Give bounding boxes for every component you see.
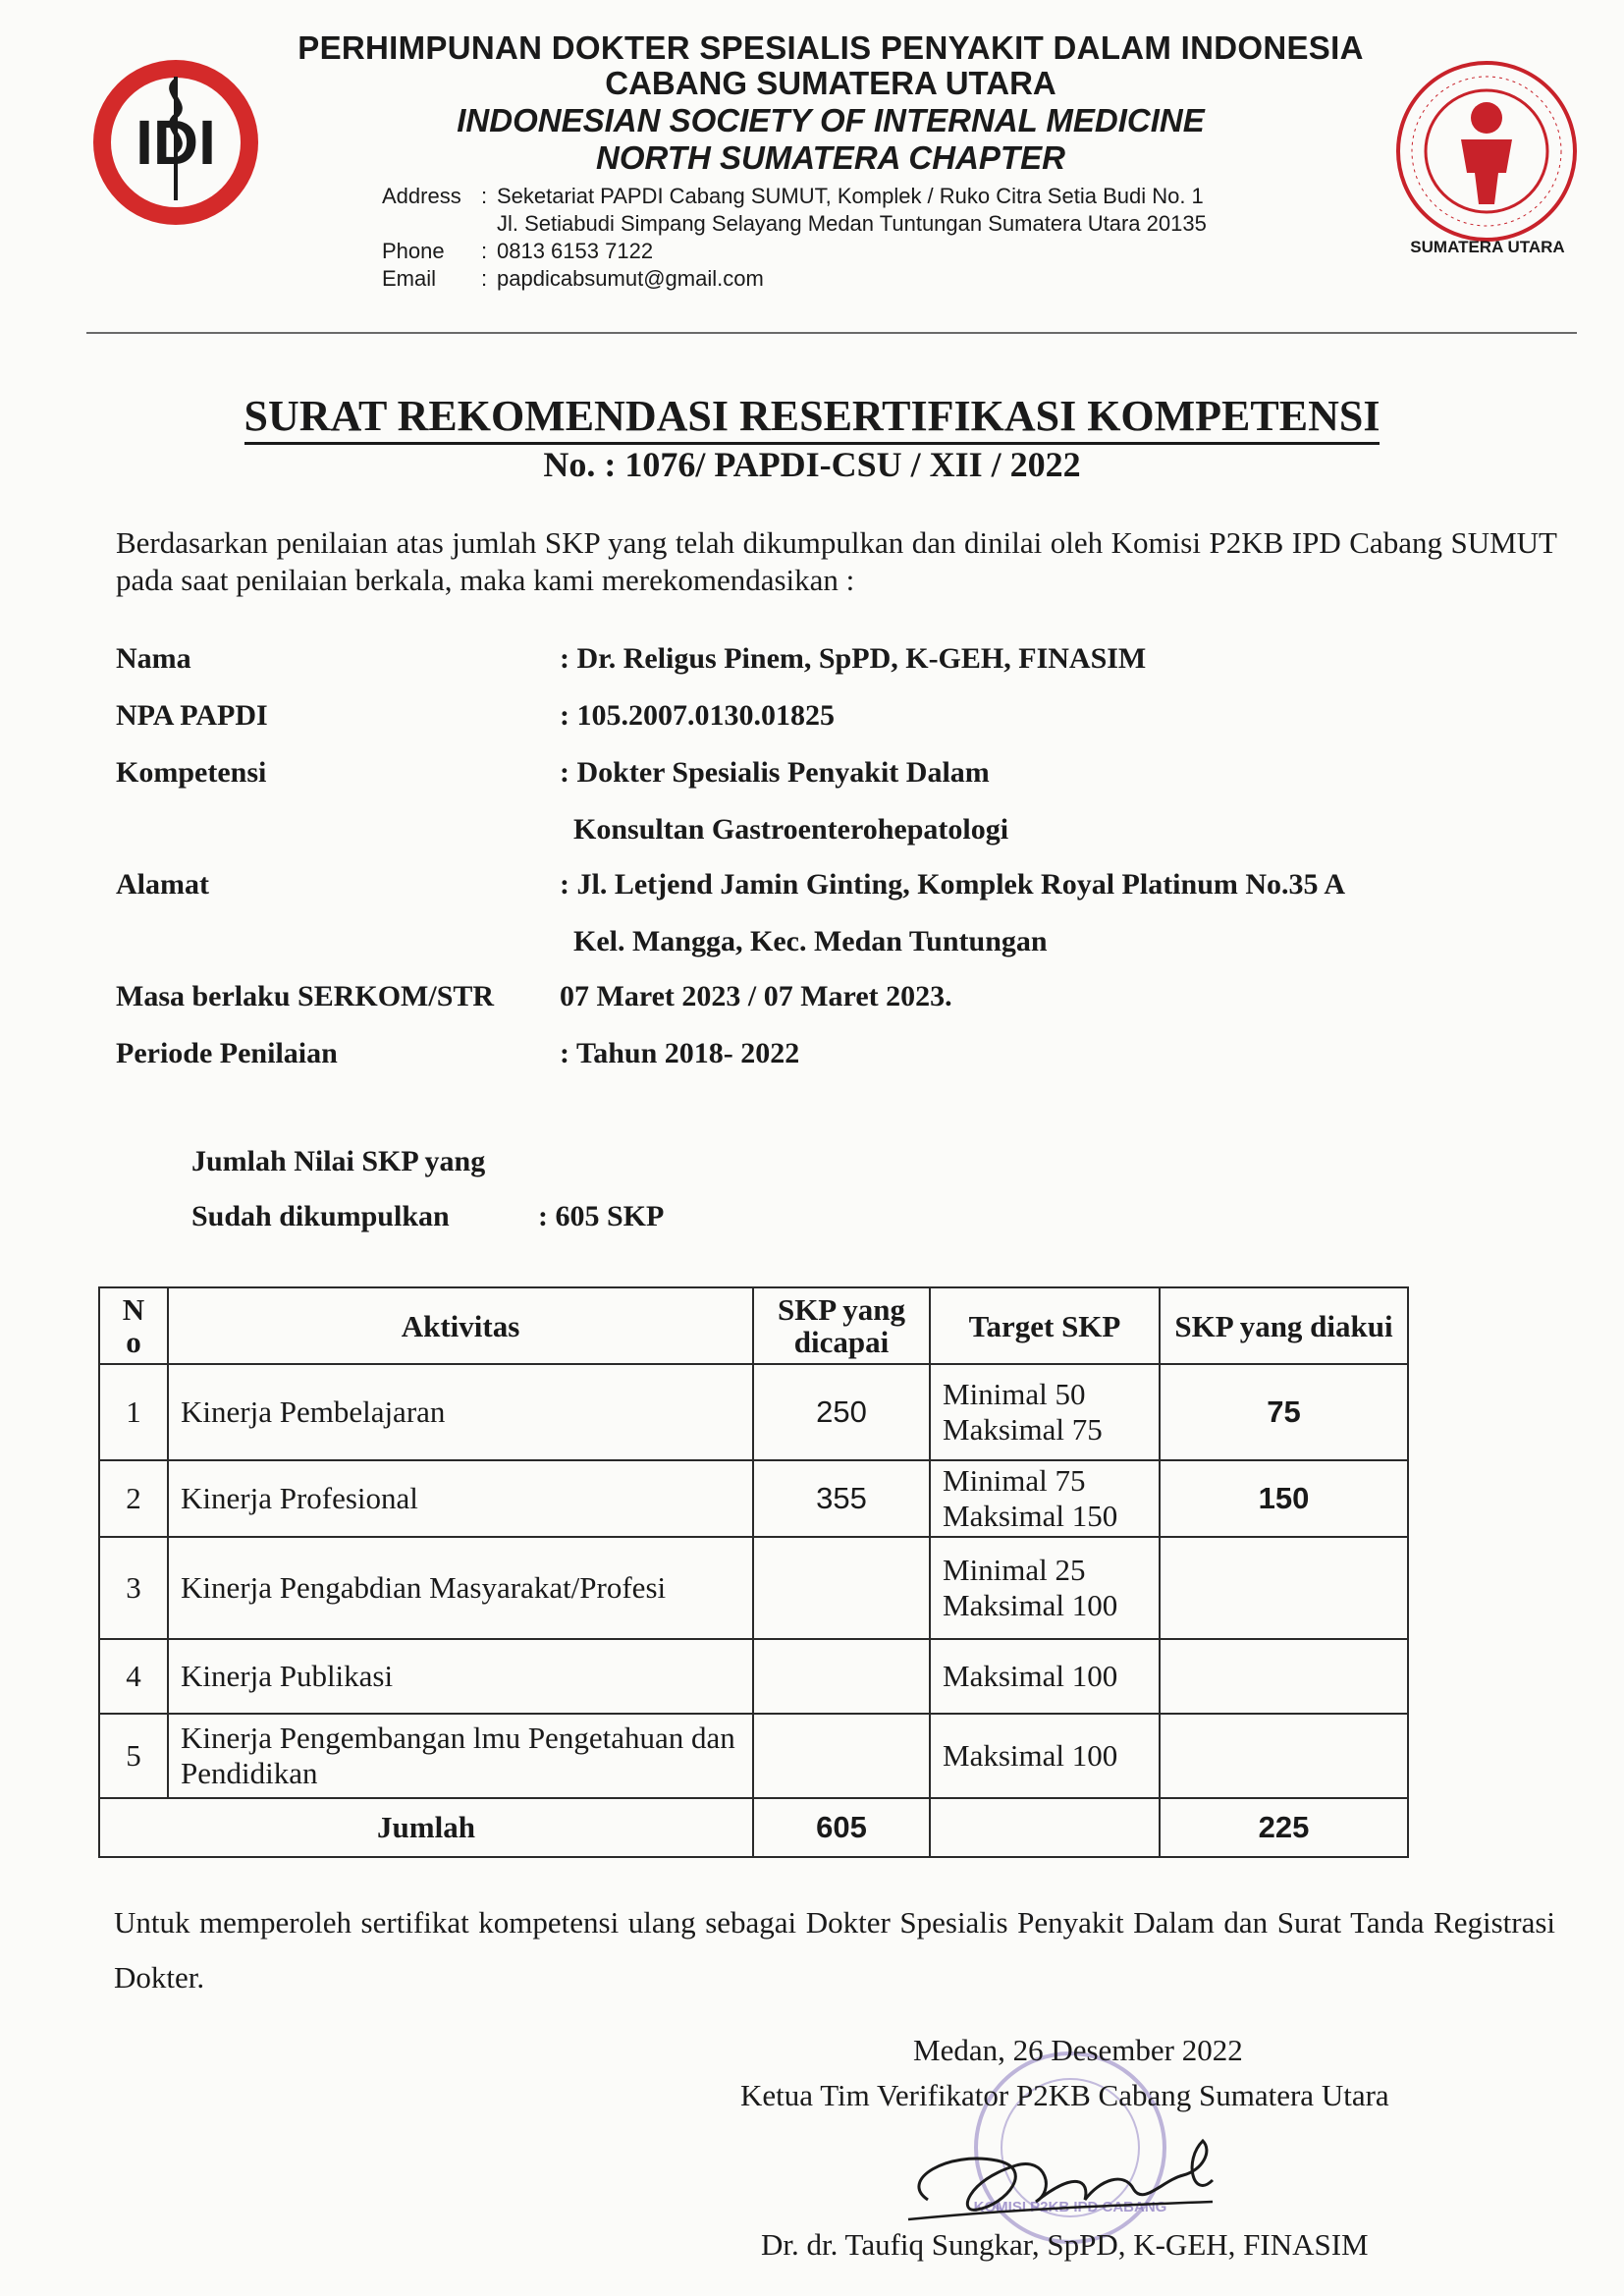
email-label: Email: [382, 266, 437, 291]
row-skp-dicapai: 355: [753, 1460, 930, 1537]
signature-role: Ketua Tim Verifikator P2KB Cabang Sumatera Utara: [740, 2078, 1389, 2112]
row-aktivitas: Kinerja Pembelajaran: [168, 1364, 753, 1460]
row-skp-dicapai: 250: [753, 1364, 930, 1460]
address-label: Address: [382, 184, 461, 208]
row-target-max: Maksimal 75: [943, 1412, 1103, 1447]
signature-place-date: Medan, 26 Desember 2022: [913, 2033, 1243, 2067]
row-no: 2: [99, 1460, 168, 1537]
table-row: [99, 1364, 1408, 1460]
skp-table: [98, 1286, 1409, 1858]
kompetensi-label: Kompetensi: [116, 756, 267, 789]
org-chapter-en: NORTH SUMATERA CHAPTER: [596, 139, 1065, 176]
papdi-seal-logo: [1392, 57, 1581, 246]
org-name-en: INDONESIAN SOCIETY OF INTERNAL MEDICINE: [457, 102, 1205, 138]
idi-logo: [86, 53, 265, 232]
address-line1: Seketariat PAPDI Cabang SUMUT, Komplek / Ruko Citra Setia Budi No. 1: [497, 184, 1204, 208]
table-row: [99, 1537, 1408, 1639]
total-label: Jumlah: [99, 1798, 753, 1857]
row-target-min: Minimal 75: [943, 1463, 1086, 1498]
row-target-min: Minimal 50: [943, 1377, 1086, 1411]
periode-label: Periode Penilaian: [116, 1037, 338, 1069]
letterhead-divider: [86, 332, 1577, 334]
table-row: [99, 1639, 1408, 1714]
table-header-row: [99, 1287, 1408, 1364]
row-target-max: Maksimal 100: [943, 1659, 1118, 1693]
alamat-value-2: Kel. Mangga, Kec. Medan Tuntungan: [573, 925, 1048, 957]
masa-berlaku-value: 07 Maret 2023 / 07 Maret 2023.: [560, 980, 952, 1012]
nama-value: : Dr. Religus Pinem, SpPD, K-GEH, FINASIM: [560, 642, 1147, 675]
npa-value: : 105.2007.0130.01825: [560, 699, 835, 732]
row-skp-dicapai: [753, 1639, 930, 1714]
total-skp-diakui: 225: [1160, 1798, 1408, 1857]
letter-title-text: SURAT REKOMENDASI RESERTIFIKASI KOMPETENSI: [244, 392, 1380, 445]
jumlah-skp-value: : 605 SKP: [538, 1200, 665, 1232]
header-skp-dicapai: SKP yang dicapai: [753, 1287, 930, 1364]
periode-value: : Tahun 2018- 2022: [560, 1037, 800, 1069]
row-target: [930, 1364, 1160, 1460]
row-skp-dicapai: [753, 1537, 930, 1639]
row-skp-dicapai: [753, 1714, 930, 1798]
handwritten-signature: [889, 2111, 1242, 2239]
row-target-max: Maksimal 100: [943, 1588, 1118, 1622]
letter-title: [0, 391, 1624, 441]
row-skp-diakui: [1160, 1639, 1408, 1714]
header-target-skp: Target SKP: [930, 1287, 1160, 1364]
header-no: N o: [99, 1287, 168, 1364]
row-target-max: Maksimal 100: [943, 1738, 1118, 1773]
row-skp-diakui: 75: [1160, 1364, 1408, 1460]
intro-paragraph: Berdasarkan penilaian atas jumlah SKP yang telah dikumpulkan dan dinilai oleh Komisi P2KB IPD Cabang SUMUT pada saat penilaian berkala, maka kami merekomendasikan :: [116, 525, 1557, 597]
kompetensi-value-2: Konsultan Gastroenterohepatologi: [573, 813, 1009, 846]
header-skp-diakui: SKP yang diakui: [1160, 1287, 1408, 1364]
idi-logo-text: IDI: [135, 107, 216, 178]
papdi-seal-caption: SUMATERA UTARA: [1410, 238, 1565, 256]
row-aktivitas: Kinerja Profesional: [168, 1460, 753, 1537]
jumlah-skp-label-1: Jumlah Nilai SKP yang: [191, 1145, 486, 1177]
row-target-min: Minimal 25: [943, 1553, 1086, 1587]
stamp-text: KOMISI P2KB IPD CABANG: [973, 2199, 1167, 2215]
total-target-empty: [930, 1798, 1160, 1857]
row-aktivitas: Kinerja Publikasi: [168, 1639, 753, 1714]
address-line2: Jl. Setiabudi Simpang Selayang Medan Tuntungan Sumatera Utara 20135: [497, 211, 1207, 236]
row-no: 5: [99, 1714, 168, 1798]
row-no: 1: [99, 1364, 168, 1460]
row-aktivitas: Kinerja Pengabdian Masyarakat/Profesi: [168, 1537, 753, 1639]
org-name-id: PERHIMPUNAN DOKTER SPESIALIS PENYAKIT DALAM INDONESIA: [298, 29, 1364, 66]
masa-berlaku-label: Masa berlaku SERKOM/STR: [116, 980, 495, 1012]
email-value: papdicabsumut@gmail.com: [497, 266, 764, 291]
row-skp-diakui: 150: [1160, 1460, 1408, 1537]
phone-colon: :: [481, 239, 488, 263]
row-target: [930, 1714, 1160, 1798]
npa-label: NPA PAPDI: [116, 699, 268, 732]
kompetensi-value-1: : Dokter Spesialis Penyakit Dalam: [560, 756, 990, 789]
total-skp-dicapai: 605: [753, 1798, 930, 1857]
email-colon: :: [481, 266, 488, 291]
jumlah-skp-label-2: Sudah dikumpulkan: [191, 1200, 450, 1232]
signatory-name: Dr. dr. Taufiq Sungkar, SpPD, K-GEH, FINASIM: [761, 2227, 1369, 2262]
row-aktivitas: Kinerja Pengembangan lmu Pengetahuan dan Pendidikan: [168, 1714, 753, 1798]
row-no: 3: [99, 1537, 168, 1639]
closing-paragraph: Untuk memperoleh sertifikat kompetensi ulang sebagai Dokter Spesialis Penyakit Dalam dan Surat Tanda Registrasi Dokter.: [114, 1905, 1555, 1995]
phone-label: Phone: [382, 239, 445, 263]
table-total-row: [99, 1798, 1408, 1857]
row-no: 4: [99, 1639, 168, 1714]
row-target: [930, 1537, 1160, 1639]
row-target-max: Maksimal 150: [943, 1499, 1118, 1533]
table-row: [99, 1714, 1408, 1798]
nama-label: Nama: [116, 642, 191, 675]
row-target: [930, 1460, 1160, 1537]
letter-number: No. : 1076/ PAPDI-CSU / XII / 2022: [543, 445, 1081, 484]
table-row: [99, 1460, 1408, 1537]
row-skp-diakui: [1160, 1537, 1408, 1639]
org-chapter-id: CABANG SUMATERA UTARA: [605, 65, 1056, 101]
alamat-value-1: : Jl. Letjend Jamin Ginting, Komplek Royal Platinum No.35 A: [560, 868, 1346, 901]
phone-value: 0813 6153 7122: [497, 239, 654, 263]
row-skp-diakui: [1160, 1714, 1408, 1798]
row-target: [930, 1639, 1160, 1714]
alamat-label: Alamat: [116, 868, 209, 901]
header-aktivitas: Aktivitas: [168, 1287, 753, 1364]
address-colon: :: [481, 184, 488, 208]
